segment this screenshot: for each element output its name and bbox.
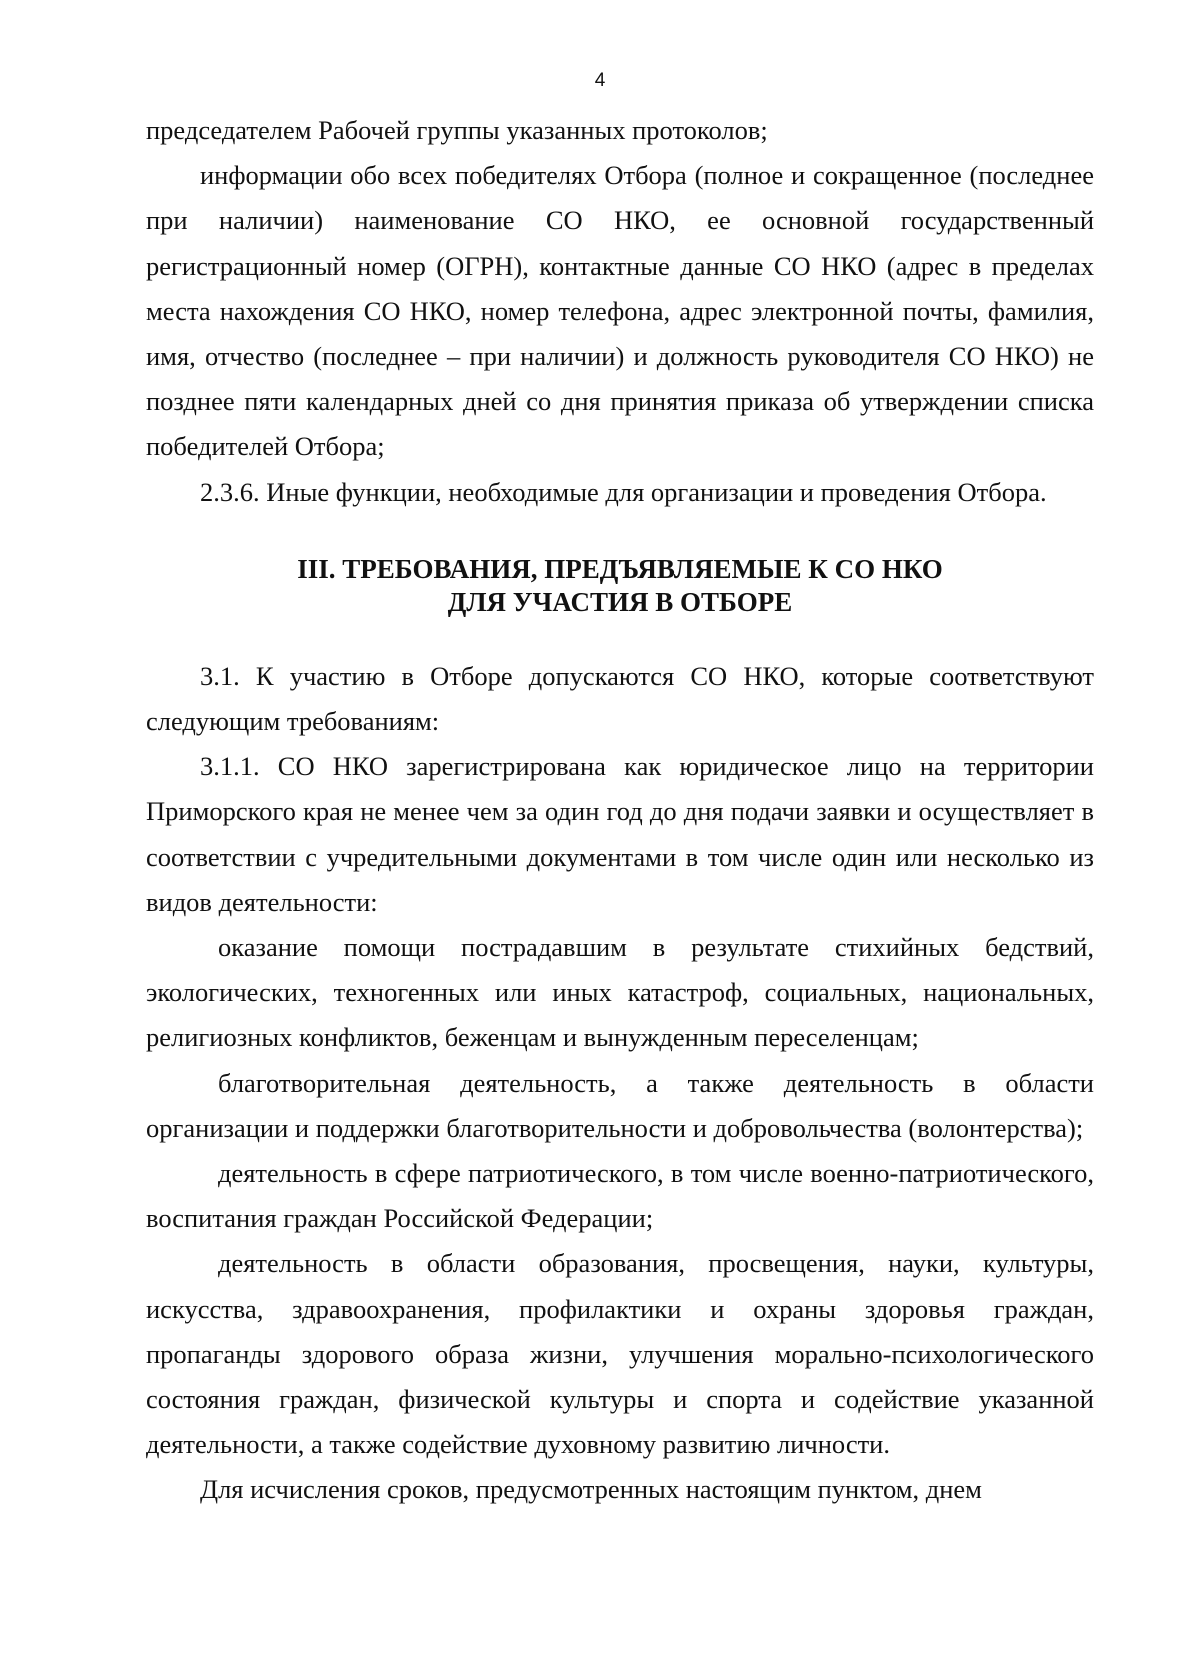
paragraph: 3.1.1. СО НКО зарегистрирована как юридическое лицо на территории Приморского края не менее чем за один год до дня подачи заявки и осуществляет в соответствии с учредительными документами в том числе один или несколько из видов деятельности: xyxy=(146,751,1094,917)
paragraph: председателем Рабочей группы указанных протоколов; xyxy=(146,115,768,145)
list-item: деятельность в сфере патриотического, в том числе военно-патриотического, воспитания граждан Российской Федерации; xyxy=(146,1158,1094,1234)
document-body xyxy=(146,108,1094,1513)
section-heading-line: III. ТРЕБОВАНИЯ, ПРЕДЪЯВЛЯЕМЫЕ К СО НКО xyxy=(297,553,943,584)
section-heading xyxy=(146,553,1094,619)
paragraph: 2.3.6. Иные функции, необходимые для организации и проведения Отбора. xyxy=(200,476,1047,507)
paragraph: Для исчисления сроков, предусмотренных настоящим пунктом, днем xyxy=(200,1474,982,1505)
list-item: деятельность в области образования, просвещения, науки, культуры, искусства, здравоохранения, профилактики и охраны здоровья граждан, пропаганды здорового образа жизни, улучшения морально-психологического состояния граждан, физической культуры и спорта и содействие указанной деятельности, а также содействие духовному развитию личности. xyxy=(146,1248,1094,1460)
page-number: 4 xyxy=(594,70,606,91)
list-item: оказание помощи пострадавшим в результате стихийных бедствий, экологических, техногенных или иных катастроф, социальных, национальных, религиозных конфликтов, беженцам и вынужденным переселенцам; xyxy=(146,932,1094,1053)
paragraph: 3.1. К участию в Отборе допускаются СО НКО, которые соответствуют следующим требованиям: xyxy=(146,660,1094,737)
paragraph: информации обо всех победителях Отбора (полное и сокращенное (последнее при наличии) наименование СО НКО, ее основной государственный регистрационный номер (ОГРН), контактные данные СО НКО (адрес в пределах места нахождения СО НКО, номер телефона, адрес электронной почты, фамилия, имя, отчество (последнее – при наличии) и должность руководителя СО НКО) не позднее пяти календарных дней со дня принятия приказа об утверждении списка победителей Отбора; xyxy=(146,160,1094,462)
section-heading-line: ДЛЯ УЧАСТИЯ В ОТБОРЕ xyxy=(447,586,793,617)
list-item: благотворительная деятельность, а также деятельность в области организации и поддержки благотворительности и добровольчества (волонтерства); xyxy=(146,1067,1094,1143)
